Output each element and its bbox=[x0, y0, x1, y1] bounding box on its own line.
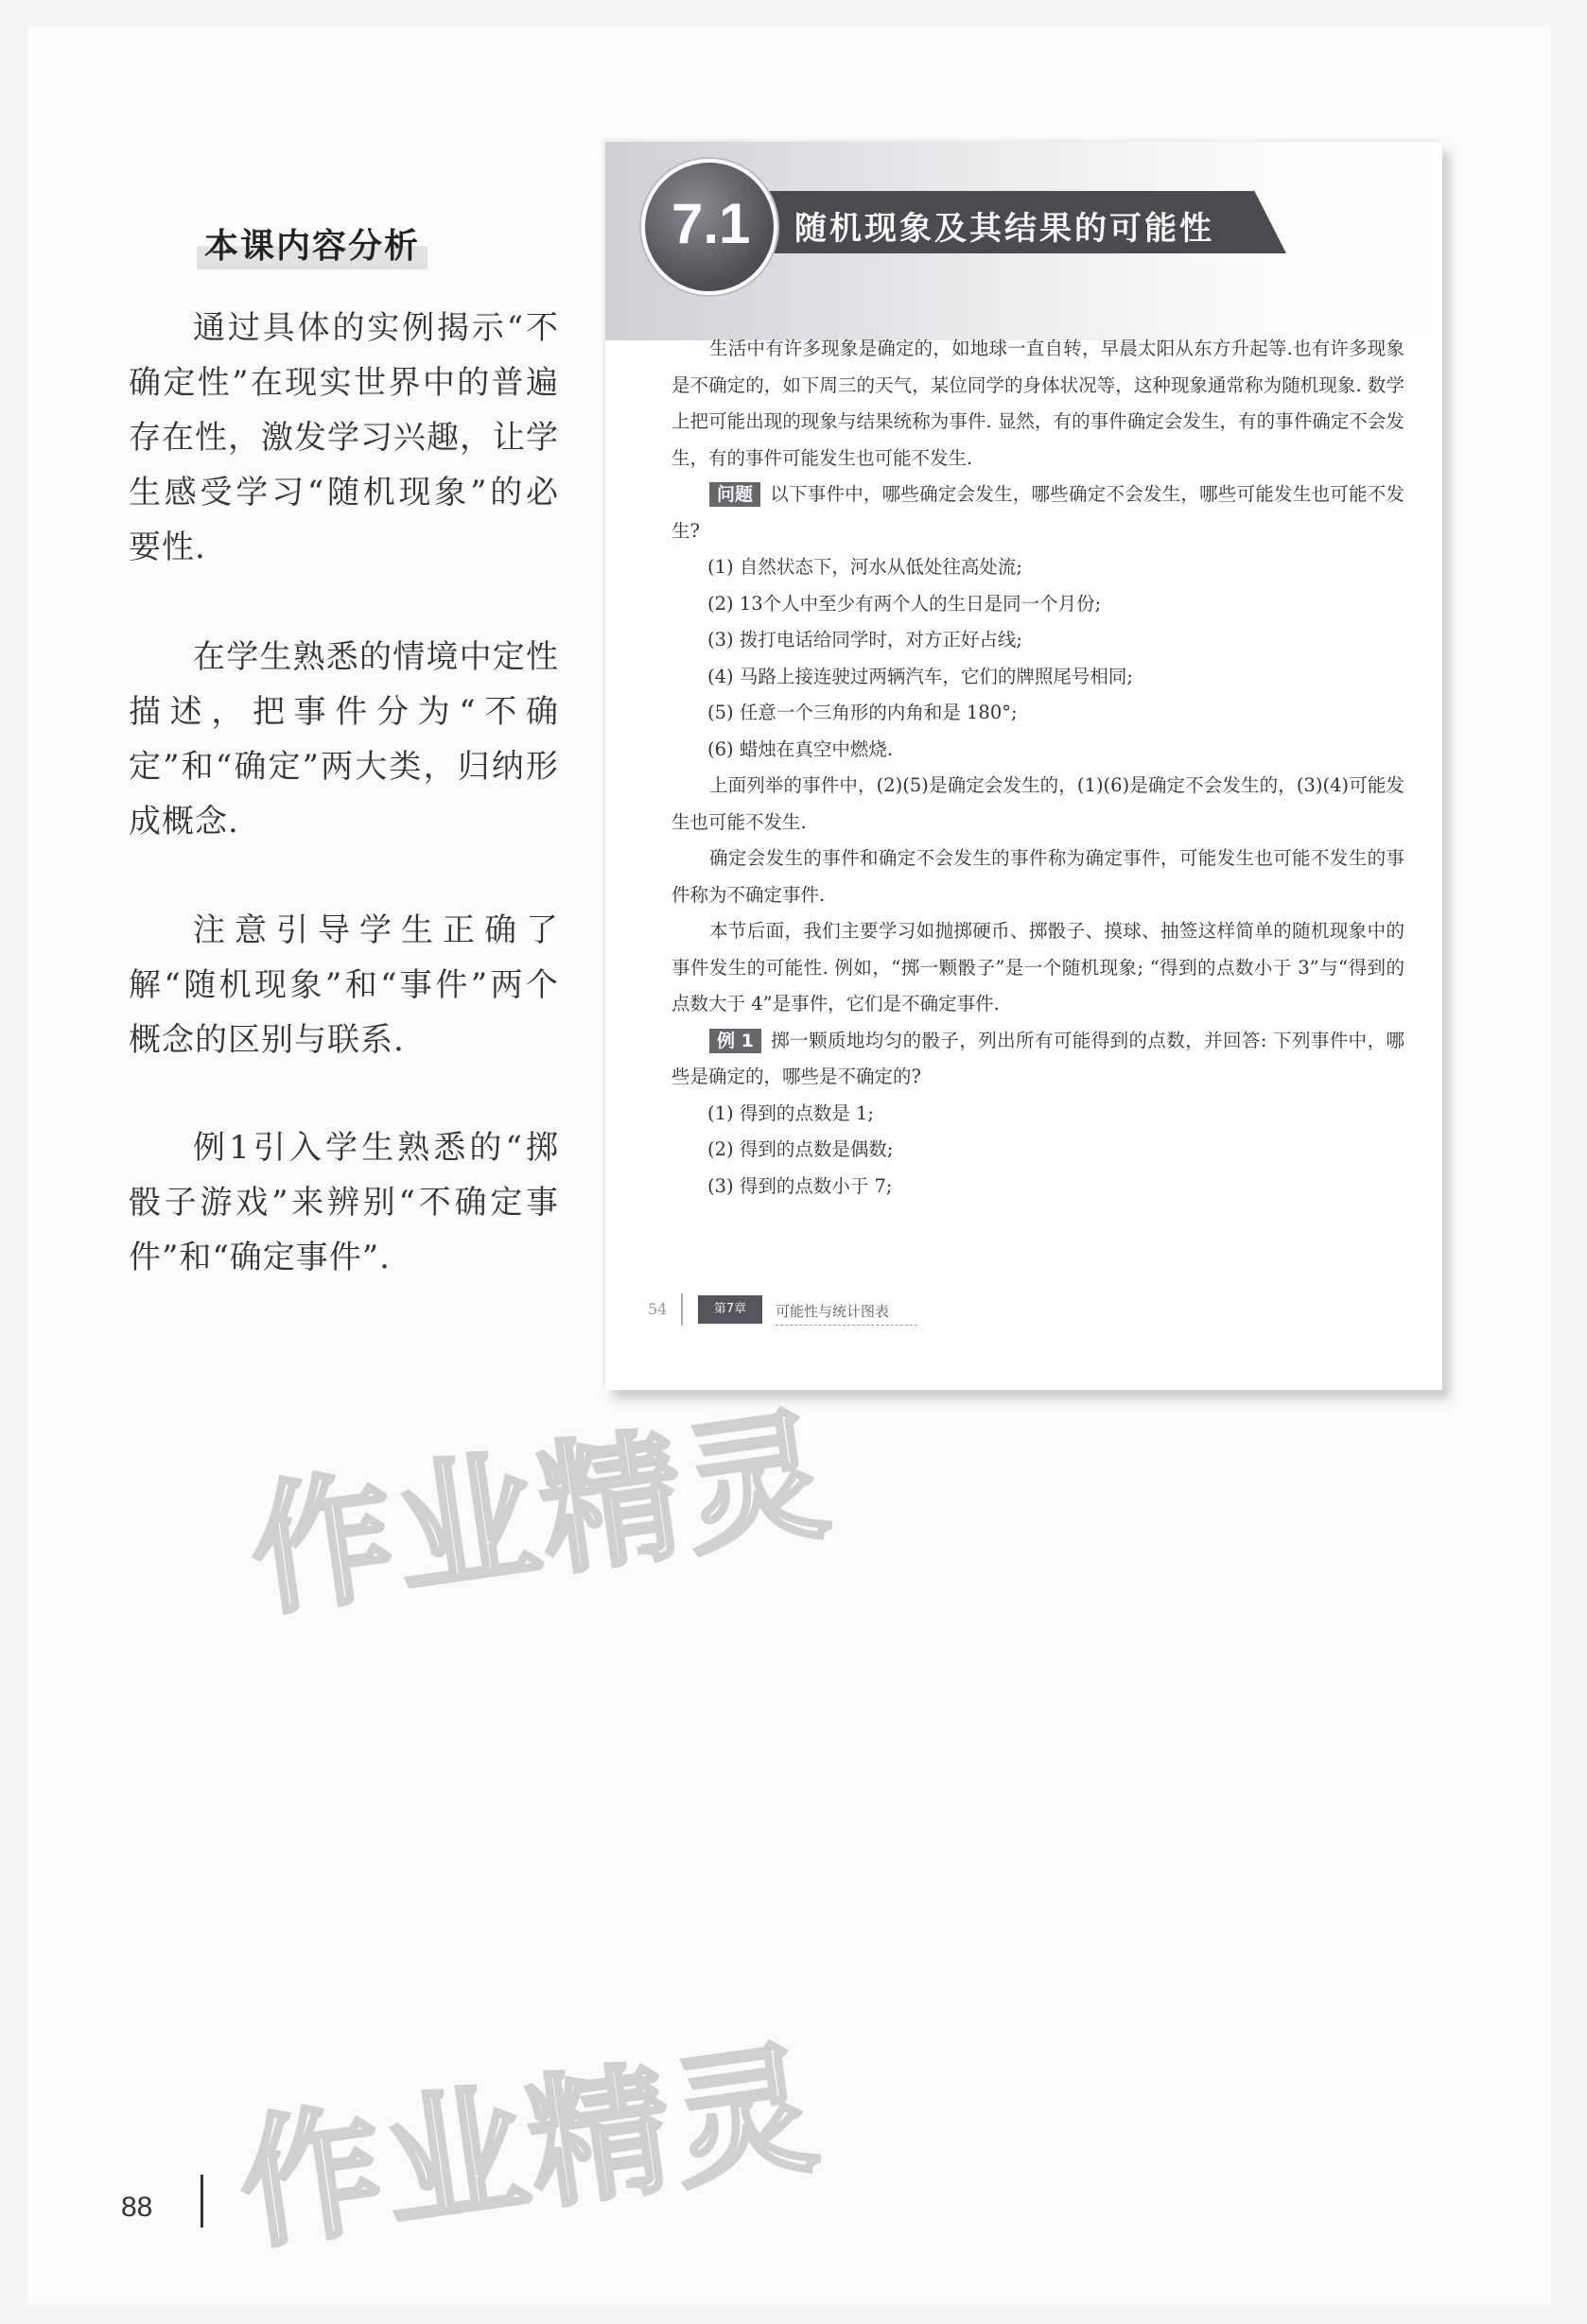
example-paragraph bbox=[671, 1023, 1404, 1096]
question-item: (3) 拨打电话给同学时，对方正好占线; bbox=[707, 629, 1022, 650]
sidebar-paragraph-1: 通过具体的实例揭示“不确定性”在现实世界中的普遍存在性，激发学习兴趣，让学生感受学习“随机现象”的必要性. bbox=[129, 309, 559, 566]
sidebar-paragraph-2: 在学生熟悉的情境中定性描述，把事件分为“不确定”和“确定”两大类，归纳形成概念. bbox=[129, 638, 559, 841]
intro-paragraph: 生活中有许多现象是确定的，如地球一直自转，早晨太阳从东方升起等.也有许多现象是不确定的，如下周三的天气，某位同学的身体状况等，这种现象通常称为随机现象. 数学上把可能出现的现象与结果统称为事件. 显然，有的事件确定会发生，有的事件确定不会发生，有的事件可能发生也可能不发生. bbox=[671, 338, 1404, 469]
definition-paragraph: 确定会发生的事件和确定不会发生的事件称为确定事件，可能发生也可能不发生的事件称为不确定事件. bbox=[671, 847, 1404, 906]
question-paragraph bbox=[671, 477, 1404, 549]
inset-footer-divider bbox=[681, 1293, 683, 1326]
sidebar-paragraph-4: 例1引入学生熟悉的“掷骰子游戏”来辨别“不确定事件”和“确定事件”. bbox=[129, 1129, 559, 1276]
question-item: (2) 13个人中至少有两个人的生日是同一个月份; bbox=[707, 592, 1102, 615]
page-number: 88 bbox=[121, 2192, 153, 2223]
textbook-inset bbox=[605, 142, 1442, 1390]
question-item: (1) 自然状态下，河水从低处往高处流; bbox=[707, 556, 1022, 578]
chapter-name: 可能性与统计图表 bbox=[776, 1301, 917, 1326]
question-tag: 问题 bbox=[709, 482, 760, 507]
question-item: (5) 任意一个三角形的内角和是 180°; bbox=[707, 702, 1018, 723]
question-text: 以下事件中，哪些确定会发生，哪些确定不会发生，哪些可能发生也可能不发生? bbox=[671, 483, 1404, 542]
answer-paragraph: 上面列举的事件中，(2)(5)是确定会发生的，(1)(6)是确定不会发生的，(3)(4)可能发生也可能不发生. bbox=[671, 774, 1404, 833]
section-number: 7.1 bbox=[671, 192, 751, 255]
section-title: 随机现象及其结果的可能性 bbox=[794, 210, 1214, 248]
chapter-badge: 第7章 bbox=[698, 1295, 762, 1324]
question-item: (4) 马路上接连驶过两辆汽车，它们的牌照尾号相同; bbox=[707, 665, 1133, 687]
question-item: (6) 蜡烛在真空中燃烧. bbox=[707, 737, 894, 760]
preview-paragraph: 本节后面，我们主要学习如抛掷硬币、掷骰子、摸球、抽签这样简单的随机现象中的事件发生的可能性. 例如，“掷一颗骰子”是一个随机现象; “得到的点数小于 3”与“得到的点数大于 4”是事件，它们是不确定事件. bbox=[671, 920, 1404, 1015]
watermark-bottom: 作业精灵 bbox=[229, 2025, 830, 2270]
sidebar-paragraph-3: 注意引导学生正确了解“随机现象”和“事件”两个概念的区别与联系. bbox=[129, 911, 559, 1059]
page-number-rule bbox=[201, 2175, 203, 2228]
watermark-top: 作业精灵 bbox=[240, 1392, 842, 1637]
example-tag: 例 1 bbox=[709, 1029, 761, 1053]
sidebar-title: 本课内容分析 bbox=[197, 217, 427, 269]
textbook-body bbox=[671, 331, 1404, 1205]
inset-page-number: 54 bbox=[648, 1300, 668, 1318]
example-item: (3) 得到的点数小于 7; bbox=[707, 1174, 893, 1197]
example-item: (1) 得到的点数是 1; bbox=[707, 1101, 874, 1124]
example-text: 掷一颗质地均匀的骰子，列出所有可能得到的点数，并回答: 下列事件中，哪些是确定的，哪些是不确定的? bbox=[671, 1029, 1404, 1087]
example-item: (2) 得到的点数是偶数; bbox=[707, 1138, 894, 1160]
